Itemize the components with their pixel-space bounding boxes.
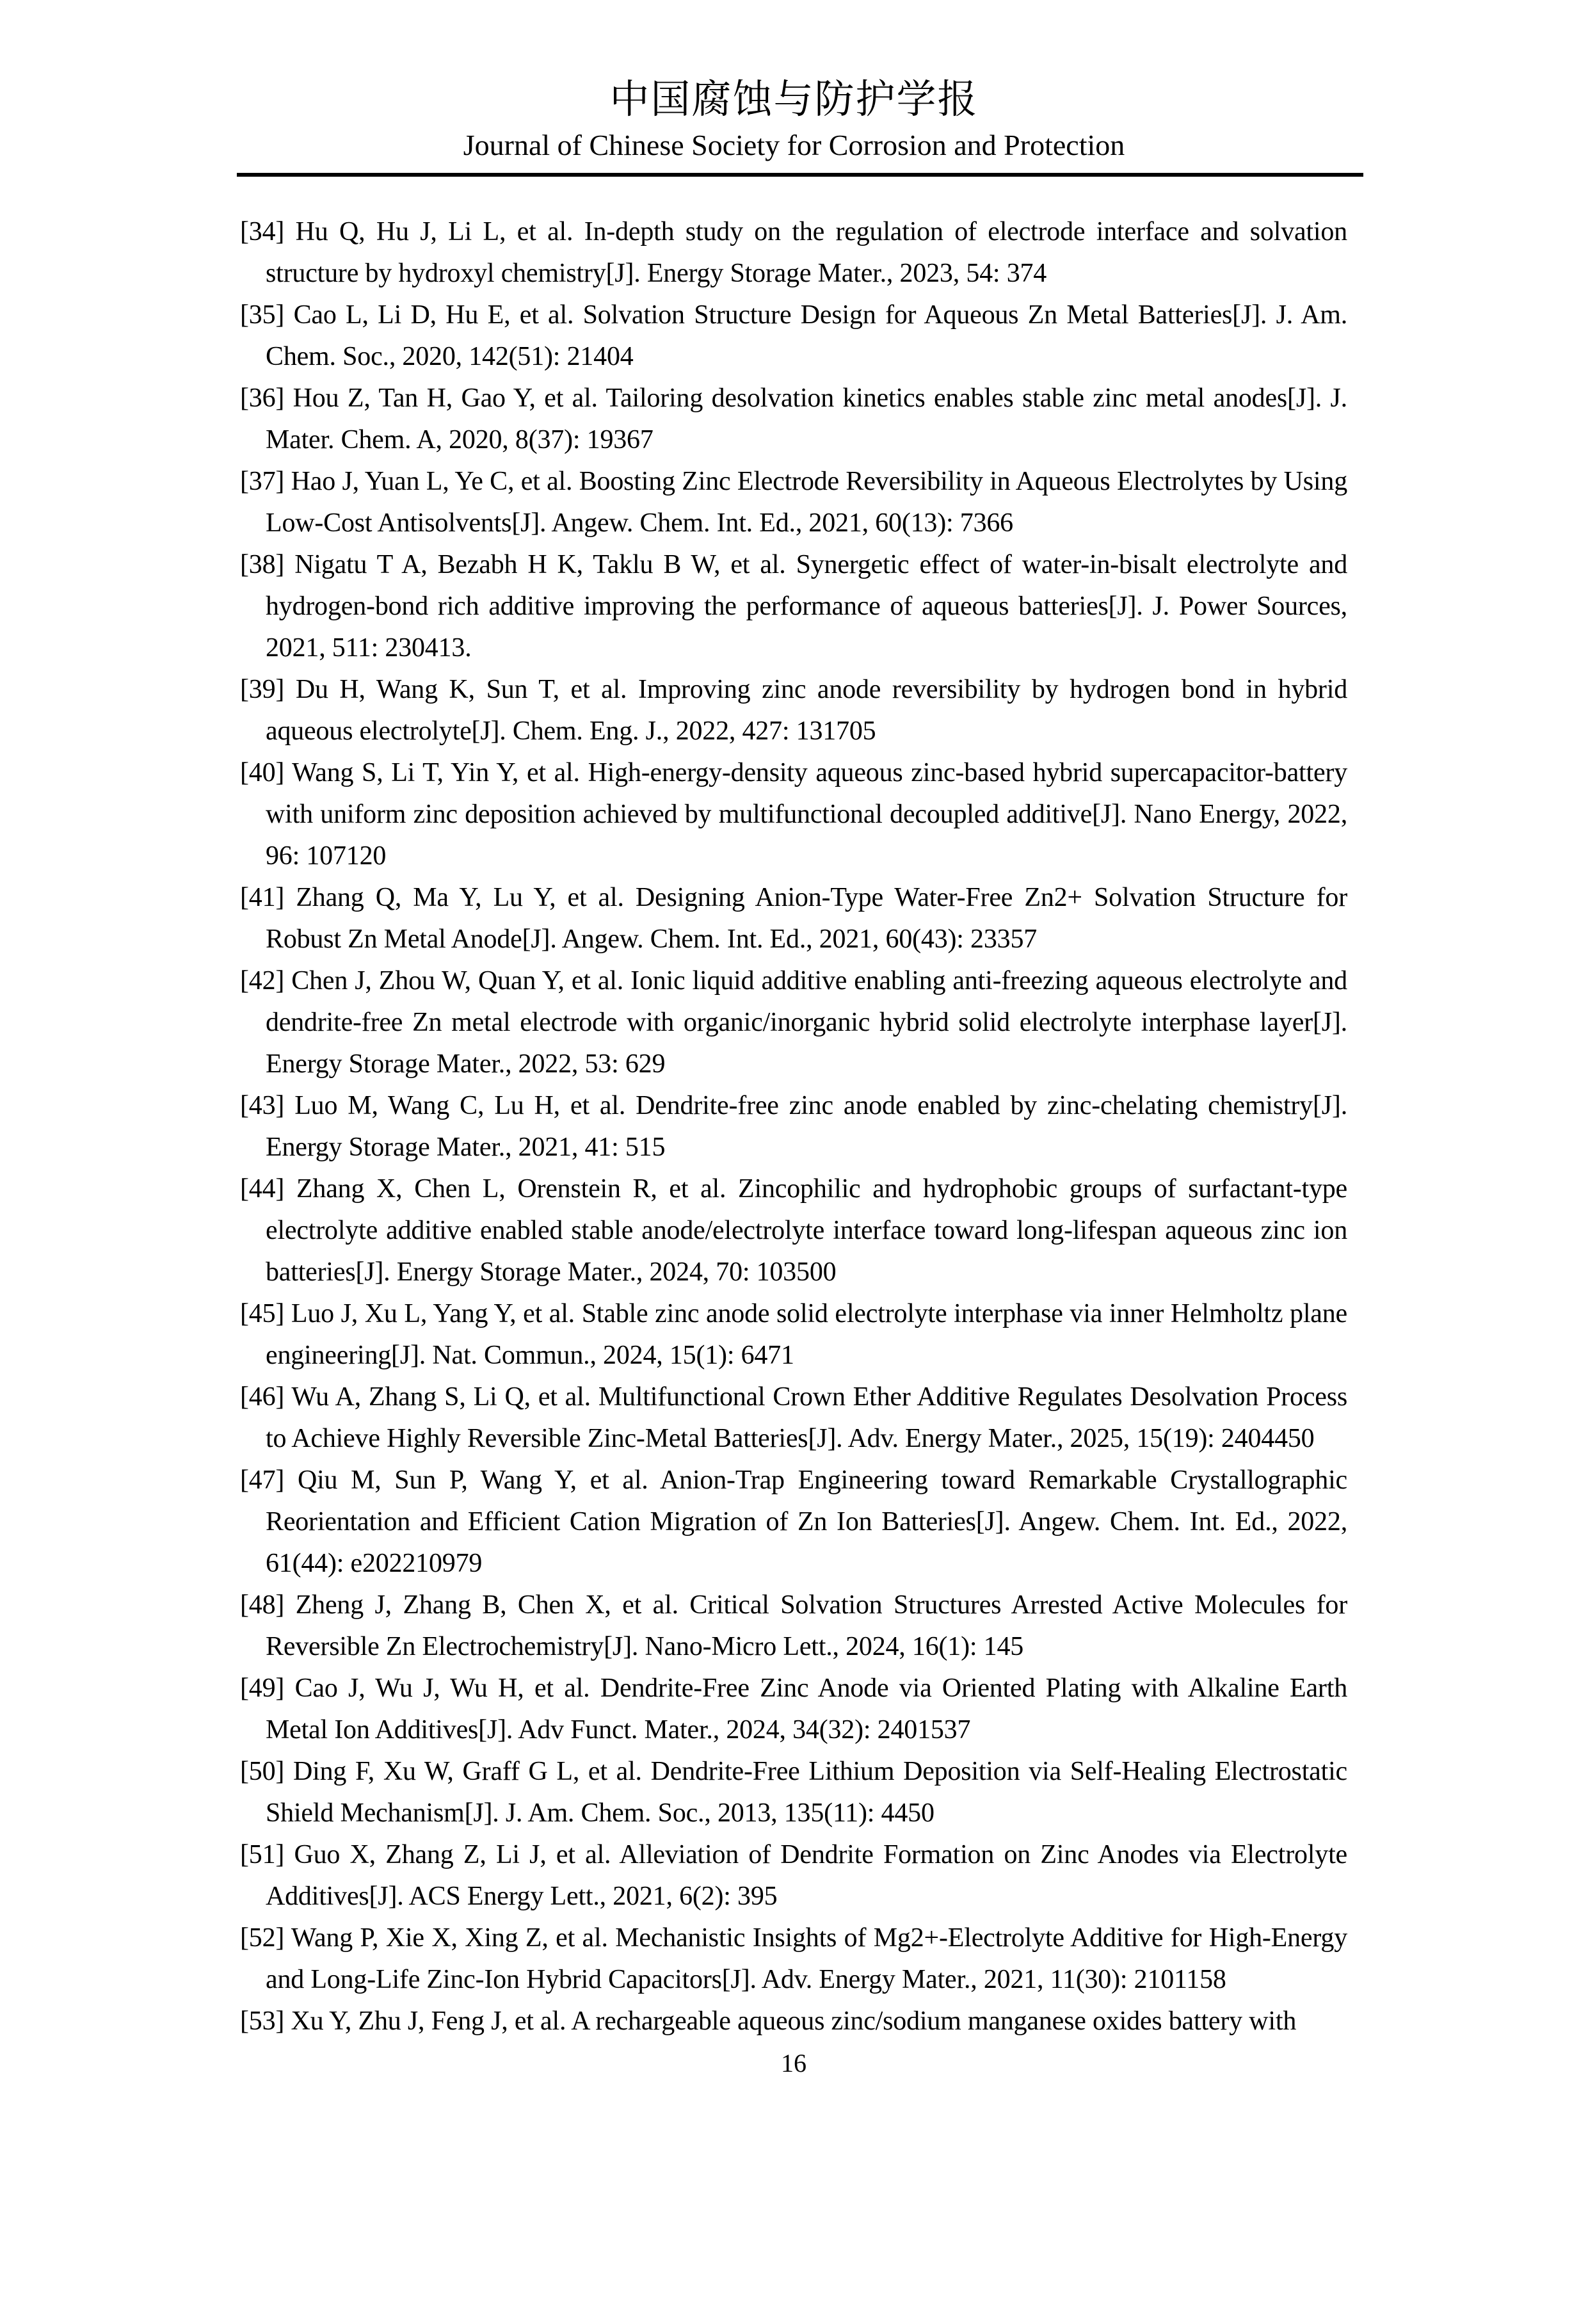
reference-label: [51] [240,1840,285,1869]
reference-label: [48] [240,1590,285,1620]
reference-item-45 [240,1293,1347,1376]
reference-label: [46] [240,1382,285,1412]
reference-item-37 [240,461,1347,544]
reference-text: Cao L, Li D, Hu E, et al. Solvation Structure Design for Aqueous Zn Metal Batteries[J]. J. Am. Chem. Soc., 2020, 142(51): 21404 [266,300,1347,371]
journal-title-chinese: 中国腐蚀与防护学报 [609,78,979,122]
document-page [0,78,1588,2324]
reference-text: Luo M, Wang C, Lu H, et al. Dendrite-free zinc anode enabled by zinc-chelating chemistry[J]. Energy Storage Mater., 2021, 41: 515 [266,1091,1347,1162]
reference-label: [47] [240,1465,285,1495]
reference-text: Luo J, Xu L, Yang Y, et al. Stable zinc anode solid electrolyte interphase via inner Helmholtz plane engineering[J]. Nat. Commun., 2024, 15(1): 6471 [266,1299,1347,1370]
reference-text: Cao J, Wu J, Wu H, et al. Dendrite-Free Zinc Anode via Oriented Plating with Alkaline Earth Metal Ion Additives[J]. Adv Funct. Mater., 2024, 34(32): 2401537 [266,1674,1347,1745]
reference-label: [49] [240,1674,285,1703]
reference-item-43 [240,1085,1347,1168]
reference-item-51 [240,1834,1347,1917]
page-header [0,78,1588,177]
reference-label: [45] [240,1299,285,1328]
reference-label: [38] [240,550,285,579]
reference-label: [34] [240,217,285,246]
reference-item-46 [240,1376,1347,1460]
page-number: 16 [781,2049,806,2078]
reference-item-41 [240,877,1347,960]
reference-item-40 [240,752,1347,877]
reference-label: [39] [240,675,285,704]
reference-item-34 [240,211,1347,295]
reference-label: [37] [240,467,285,496]
reference-text: Chen J, Zhou W, Quan Y, et al. Ionic liquid additive enabling anti-freezing aqueous electrolyte and dendrite-free Zn metal electrode with organic/inorganic hybrid solid electrolyte interphase layer[J]. Energy Storage Mater., 2022, 53: 629 [266,966,1347,1079]
reference-item-42 [240,960,1347,1085]
page-footer [240,2042,1347,2084]
reference-label: [41] [240,883,285,912]
reference-text: Du H, Wang K, Sun T, et al. Improving zinc anode reversibility by hydrogen bond in hybrid aqueous electrolyte[J]. Chem. Eng. J., 2022, 427: 131705 [266,675,1347,746]
reference-item-53 [240,2001,1347,2042]
reference-label: [42] [240,966,285,996]
reference-item-50 [240,1751,1347,1834]
reference-text: Hu Q, Hu J, Li L, et al. In-depth study on the regulation of electrode interface and solvation structure by hydroxyl chemistry[J]. Energy Storage Mater., 2023, 54: 374 [266,217,1347,288]
reference-list [240,211,1347,2042]
reference-text: Zhang X, Chen L, Orenstein R, et al. Zincophilic and hydrophobic groups of surfactant-type electrolyte additive enabled stable anode/electrolyte interface toward long-lifespan aqueous zinc ion batteries[J]. Energy Storage Mater., 2024, 70: 103500 [266,1174,1347,1287]
reference-label: [40] [240,758,285,787]
reference-text: Wang S, Li T, Yin Y, et al. High-energy-density aqueous zinc-based hybrid supercapacitor-battery with uniform zinc deposition achieved by multifunctional decoupled additive[J]. Nano Energy, 2022, 96: 107120 [266,758,1347,871]
reference-label: [50] [240,1757,285,1786]
reference-label: [43] [240,1091,285,1120]
reference-item-38 [240,544,1347,669]
header-divider-rule [237,173,1363,177]
reference-text: Ding F, Xu W, Graff G L, et al. Dendrite-Free Lithium Deposition via Self-Healing Electrostatic Shield Mechanism[J]. J. Am. Chem. Soc., 2013, 135(11): 4450 [266,1757,1347,1828]
reference-item-35 [240,295,1347,378]
reference-label: [36] [240,383,285,413]
reference-item-52 [240,1917,1347,2001]
reference-text: Wang P, Xie X, Xing Z, et al. Mechanistic Insights of Mg2+-Electrolyte Additive for High-Energy and Long-Life Zinc-Ion Hybrid Capacitors[J]. Adv. Energy Mater., 2021, 11(30): 2101158 [266,1923,1347,1994]
reference-item-47 [240,1460,1347,1585]
reference-item-39 [240,669,1347,752]
reference-text: Wu A, Zhang S, Li Q, et al. Multifunctional Crown Ether Additive Regulates Desolvation Process to Achieve Highly Reversible Zinc-Metal Batteries[J]. Adv. Energy Mater., 2025, 15(19): 2404450 [266,1382,1347,1453]
reference-item-44 [240,1168,1347,1293]
reference-text: Nigatu T A, Bezabh H K, Taklu B W, et al. Synergetic effect of water-in-bisalt electrolyte and hydrogen-bond rich additive improving the performance of aqueous batteries[J]. J. Power Sources, 2021, 511: 230413. [266,550,1347,663]
journal-title-english: Journal of Chinese Society for Corrosion and Protection [463,129,1125,161]
reference-item-36 [240,378,1347,461]
reference-item-49 [240,1668,1347,1751]
reference-label: [44] [240,1174,285,1204]
reference-text: Xu Y, Zhu J, Feng J, et al. A rechargeable aqueous zinc/sodium manganese oxides battery with [291,2006,1297,2036]
reference-label: [35] [240,300,285,330]
reference-text: Zhang Q, Ma Y, Lu Y, et al. Designing Anion-Type Water-Free Zn2+ Solvation Structure for Robust Zn Metal Anode[J]. Angew. Chem. Int. Ed., 2021, 60(43): 23357 [266,883,1347,954]
reference-text: Qiu M, Sun P, Wang Y, et al. Anion-Trap Engineering toward Remarkable Crystallographic Reorientation and Efficient Cation Migration of Zn Ion Batteries[J]. Angew. Chem. Int. Ed., 2022, 61(44): e202210979 [266,1465,1347,1578]
reference-text: Hou Z, Tan H, Gao Y, et al. Tailoring desolvation kinetics enables stable zinc metal anodes[J]. J. Mater. Chem. A, 2020, 8(37): 19367 [266,383,1347,455]
reference-label: [52] [240,1923,285,1953]
reference-text: Zheng J, Zhang B, Chen X, et al. Critical Solvation Structures Arrested Active Molecules for Reversible Zn Electrochemistry[J]. Nano-Micro Lett., 2024, 16(1): 145 [266,1590,1347,1661]
reference-item-48 [240,1585,1347,1668]
reference-label: [53] [240,2006,285,2036]
reference-text: Guo X, Zhang Z, Li J, et al. Alleviation of Dendrite Formation on Zinc Anodes via Electrolyte Additives[J]. ACS Energy Lett., 2021, 6(2): 395 [266,1840,1347,1911]
reference-text: Hao J, Yuan L, Ye C, et al. Boosting Zinc Electrode Reversibility in Aqueous Electrolytes by Using Low-Cost Antisolvents[J]. Angew. Chem. Int. Ed., 2021, 60(13): 7366 [266,467,1347,538]
